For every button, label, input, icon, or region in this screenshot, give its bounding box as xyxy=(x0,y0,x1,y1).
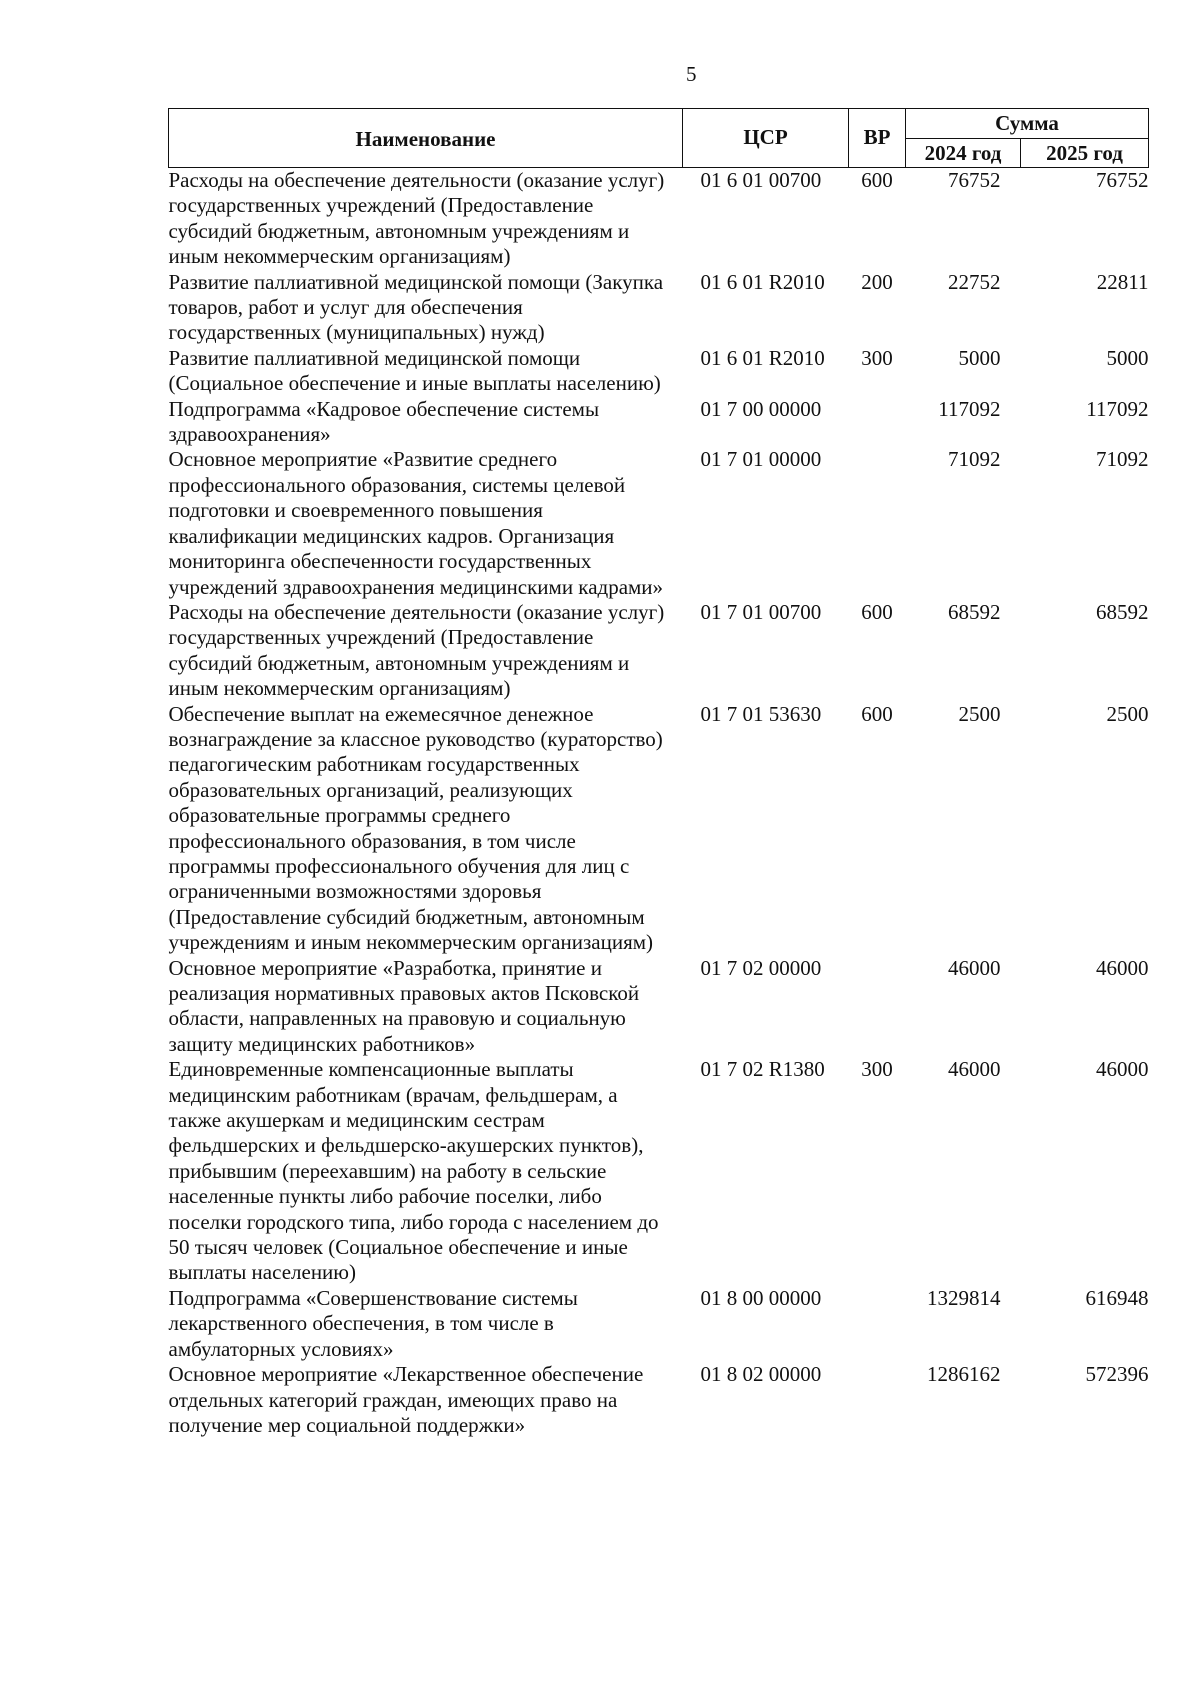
row-vr-cell: 300 xyxy=(861,345,893,370)
table-row xyxy=(169,956,1149,1058)
row-name-cell: Единовременные компенсационные выплаты медицинским работникам (врачам, фельдшерам, а также акушеркам и медицинским сестрам фельдшерских и фельдшерско-акушерских пунктов), прибывшим (переехавшим) на работу в сельские населенные пункты либо рабочие поселки, либо поселки городского типа, либо города с населением до 50 тысяч человек (Социальное обеспечение и иные выплаты населению) xyxy=(168,1057,659,1285)
row-name-cell: Развитие паллиативной медицинской помощи (Закупка товаров, работ и услуг для обеспечения государственных (муниципальных) нужд) xyxy=(168,269,664,345)
row-csr-cell: 01 6 01 R2010 xyxy=(700,345,825,370)
budget-table-container xyxy=(168,108,1148,1438)
row-2025-cell: 117092 xyxy=(1086,396,1149,421)
header-name: Наименование xyxy=(169,109,683,168)
table-row xyxy=(169,702,1149,956)
row-csr-cell: 01 7 01 00700 xyxy=(700,599,822,624)
row-csr-cell: 01 7 01 00000 xyxy=(700,447,822,472)
row-name-cell: Подпрограмма «Совершенствование системы лекарственного обеспечения, в том числе в амбулаторных условиях» xyxy=(168,1285,578,1361)
row-2025-cell: 22811 xyxy=(1096,269,1149,294)
table-row xyxy=(169,447,1149,599)
table-header xyxy=(169,109,1149,168)
table-row xyxy=(169,346,1149,397)
row-2025-cell: 76752 xyxy=(1096,168,1149,192)
row-2024-cell: 5000 xyxy=(958,345,1001,370)
row-name-cell: Расходы на обеспечение деятельности (оказание услуг) государственных учреждений (Предоставление субсидий бюджетным, автономным учреждениям и иным некоммерческим организациям) xyxy=(168,168,665,269)
row-2024-cell: 117092 xyxy=(938,396,1001,421)
row-2025-cell: 572396 xyxy=(1085,1362,1149,1387)
row-2025-cell: 46000 xyxy=(1096,955,1149,980)
row-vr-cell xyxy=(849,397,906,448)
row-vr-cell: 600 xyxy=(861,168,893,192)
row-csr-cell: 01 8 02 00000 xyxy=(700,1362,822,1387)
row-2025-cell: 68592 xyxy=(1096,599,1149,624)
row-csr-cell: 01 7 02 R1380 xyxy=(700,1057,825,1082)
table-row xyxy=(169,168,1149,270)
row-2024-cell: 22752 xyxy=(948,269,1001,294)
row-vr-cell xyxy=(849,1286,906,1362)
row-name-cell: Подпрограмма «Кадровое обеспечение системы здравоохранения» xyxy=(168,396,600,447)
table-row xyxy=(169,1362,1149,1438)
budget-table xyxy=(168,108,1149,1438)
row-2024-cell: 76752 xyxy=(948,168,1001,192)
table-row xyxy=(169,600,1149,702)
row-name-cell: Основное мероприятие «Разработка, принятие и реализация нормативных правовых актов Псковской области, направленных на правовую и социальную защиту медицинских работников» xyxy=(168,955,640,1056)
row-2024-cell: 68592 xyxy=(948,599,1001,624)
row-2024-cell: 2500 xyxy=(958,701,1001,726)
row-vr-cell xyxy=(849,447,906,599)
row-2025-cell: 2500 xyxy=(1106,701,1149,726)
row-vr-cell: 600 xyxy=(861,701,893,726)
page-number: 5 xyxy=(686,62,697,86)
row-csr-cell: 01 7 02 00000 xyxy=(700,955,822,980)
row-name-cell: Основное мероприятие «Лекарственное обеспечение отдельных категорий граждан, имеющих право на получение мер социальной поддержки» xyxy=(168,1362,644,1437)
row-name-cell: Расходы на обеспечение деятельности (оказание услуг) государственных учреждений (Предоставление субсидий бюджетным, автономным учреждениям и иным некоммерческим организациям) xyxy=(168,599,665,701)
row-2025-cell: 71092 xyxy=(1096,447,1149,472)
table-row xyxy=(169,270,1149,346)
table-row xyxy=(169,1286,1149,1362)
row-2024-cell: 1329814 xyxy=(927,1285,1001,1310)
row-2025-cell: 46000 xyxy=(1096,1057,1149,1082)
row-2025-cell: 5000 xyxy=(1106,345,1149,370)
row-name-cell: Основное мероприятие «Развитие среднего профессионального образования, системы целевой подготовки и своевременного повышения квалификации медицинских кадров. Организация мониторинга обеспеченности государственных учреждений здравоохранения медицинскими кадрами» xyxy=(168,447,664,599)
row-2024-cell: 46000 xyxy=(948,955,1001,980)
row-vr-cell xyxy=(849,1362,906,1438)
row-name-cell: Обеспечение выплат на ежемесячное денежное вознаграждение за классное руководство (кураторство) педагогическим работникам государственных образовательных организаций, реализующих образовательные программы среднего профессионального образования, в том числе программы профессионального обучения для лиц с ограниченными возможностями здоровья (Предоставление субсидий бюджетным, автономным учреждениям и иным некоммерческим организациям) xyxy=(168,701,663,955)
row-vr-cell: 600 xyxy=(861,599,893,624)
table-row xyxy=(169,397,1149,448)
header-csr: ЦСР xyxy=(683,109,849,168)
row-vr-cell xyxy=(849,956,906,1058)
row-2025-cell: 616948 xyxy=(1085,1285,1149,1310)
row-csr-cell: 01 6 01 00700 xyxy=(700,168,822,192)
row-2024-cell: 46000 xyxy=(948,1057,1001,1082)
header-year-2024: 2024 год xyxy=(906,138,1021,168)
row-csr-cell: 01 6 01 R2010 xyxy=(700,269,825,294)
row-csr-cell: 01 8 00 00000 xyxy=(700,1285,822,1310)
header-year-2025: 2025 год xyxy=(1021,138,1149,168)
table-body xyxy=(169,168,1149,1439)
row-csr-cell: 01 7 01 53630 xyxy=(700,701,822,726)
row-vr-cell: 300 xyxy=(861,1057,893,1082)
header-sum: Сумма xyxy=(906,109,1149,139)
row-csr-cell: 01 7 00 00000 xyxy=(700,396,822,421)
row-name-cell: Развитие паллиативной медицинской помощи (Социальное обеспечение и иные выплаты населению) xyxy=(168,345,661,396)
table-row xyxy=(169,1057,1149,1286)
row-2024-cell: 1286162 xyxy=(927,1362,1001,1387)
header-vr: ВР xyxy=(849,109,906,168)
row-vr-cell: 200 xyxy=(861,269,893,294)
row-2024-cell: 71092 xyxy=(948,447,1001,472)
